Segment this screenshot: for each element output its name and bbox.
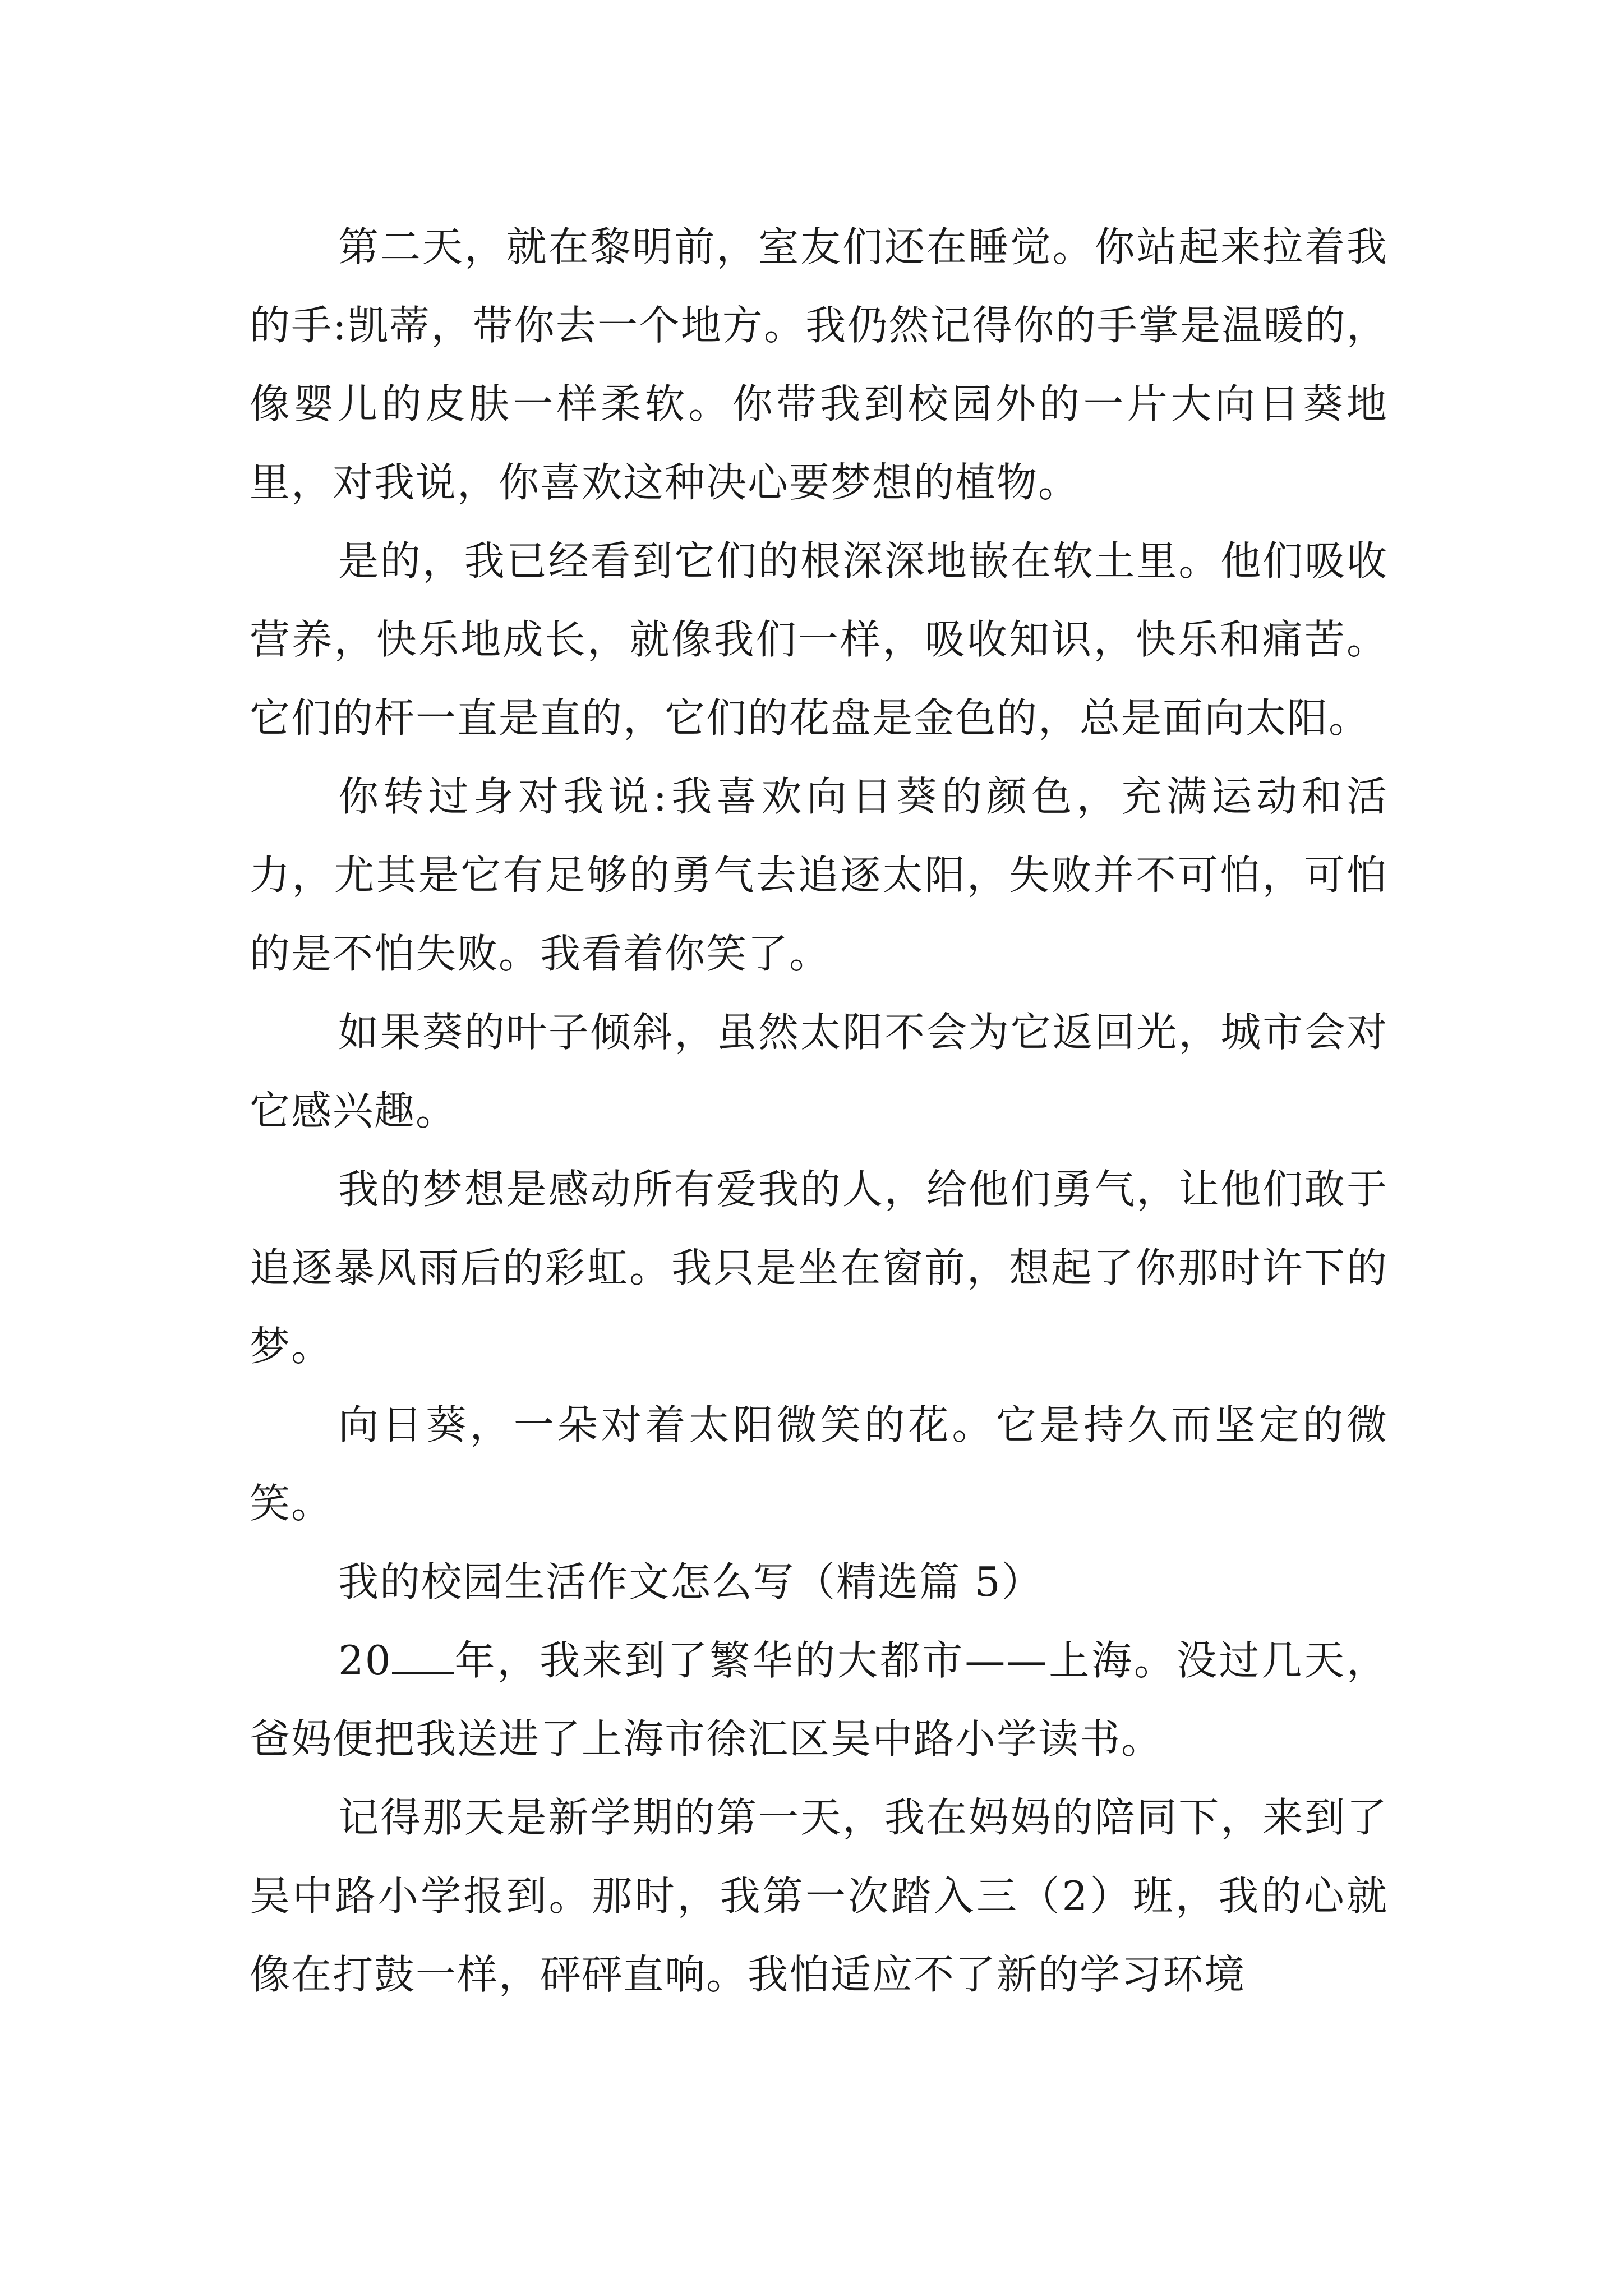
paragraph-leaves: 如果葵的叶子倾斜，虽然太阳不会为它返回光，城市会对它感兴趣。 [250,1009,1388,1134]
document-body [250,208,1388,2014]
paragraph-sunflower-field: 第二天，就在黎明前，室友们还在睡觉。你站起来拉着我的手:凯蒂，带你去一个地方。我仍然记得你的手掌是温暖的，像婴儿的皮肤一样柔软。你带我到校园外的一片大向日葵地里，对我说，你喜欢这种决心要梦想的植物。 [250,223,1388,506]
year-blank [392,1639,454,1674]
year-suffix: 年，我来到了繁华的大都市——上海。没过几天，爸妈便把我送进了上海市徐汇区吴中路小学读书。 [250,1637,1388,1763]
paragraph-roots: 是的，我已经看到它们的根深深地嵌在软土里。他们吸收营养，快乐地成长，就像我们一样，吸收知识，快乐和痛苦。它们的杆一直是直的，它们的花盘是金色的，总是面向太阳。 [250,537,1388,742]
paragraph-color: 你转过身对我说:我喜欢向日葵的颜色，充满运动和活力，尤其是它有足够的勇气去追逐太阳，失败并不可怕，可怕的是不怕失败。我看着你笑了。 [250,773,1388,977]
year-prefix: 20 [338,1637,392,1684]
paragraph-dream: 我的梦想是感动所有爱我的人，给他们勇气，让他们敢于追逐暴风雨后的彩虹。我只是坐在窗前，想起了你那时许下的梦。 [250,1166,1388,1370]
paragraph-shanghai [250,1621,1388,1778]
section-heading: 我的校园生活作文怎么写（精选篇 5） [338,1558,1043,1605]
paragraph-first-day: 记得那天是新学期的第一天，我在妈妈的陪同下，来到了吴中路小学报到。那时，我第一次踏入三（2）班，我的心就像在打鼓一样，砰砰直响。我怕适应不了新的学习环境 [250,1794,1388,1998]
paragraph-smile: 向日葵，一朵对着太阳微笑的花。它是持久而坚定的微笑。 [250,1401,1388,1527]
